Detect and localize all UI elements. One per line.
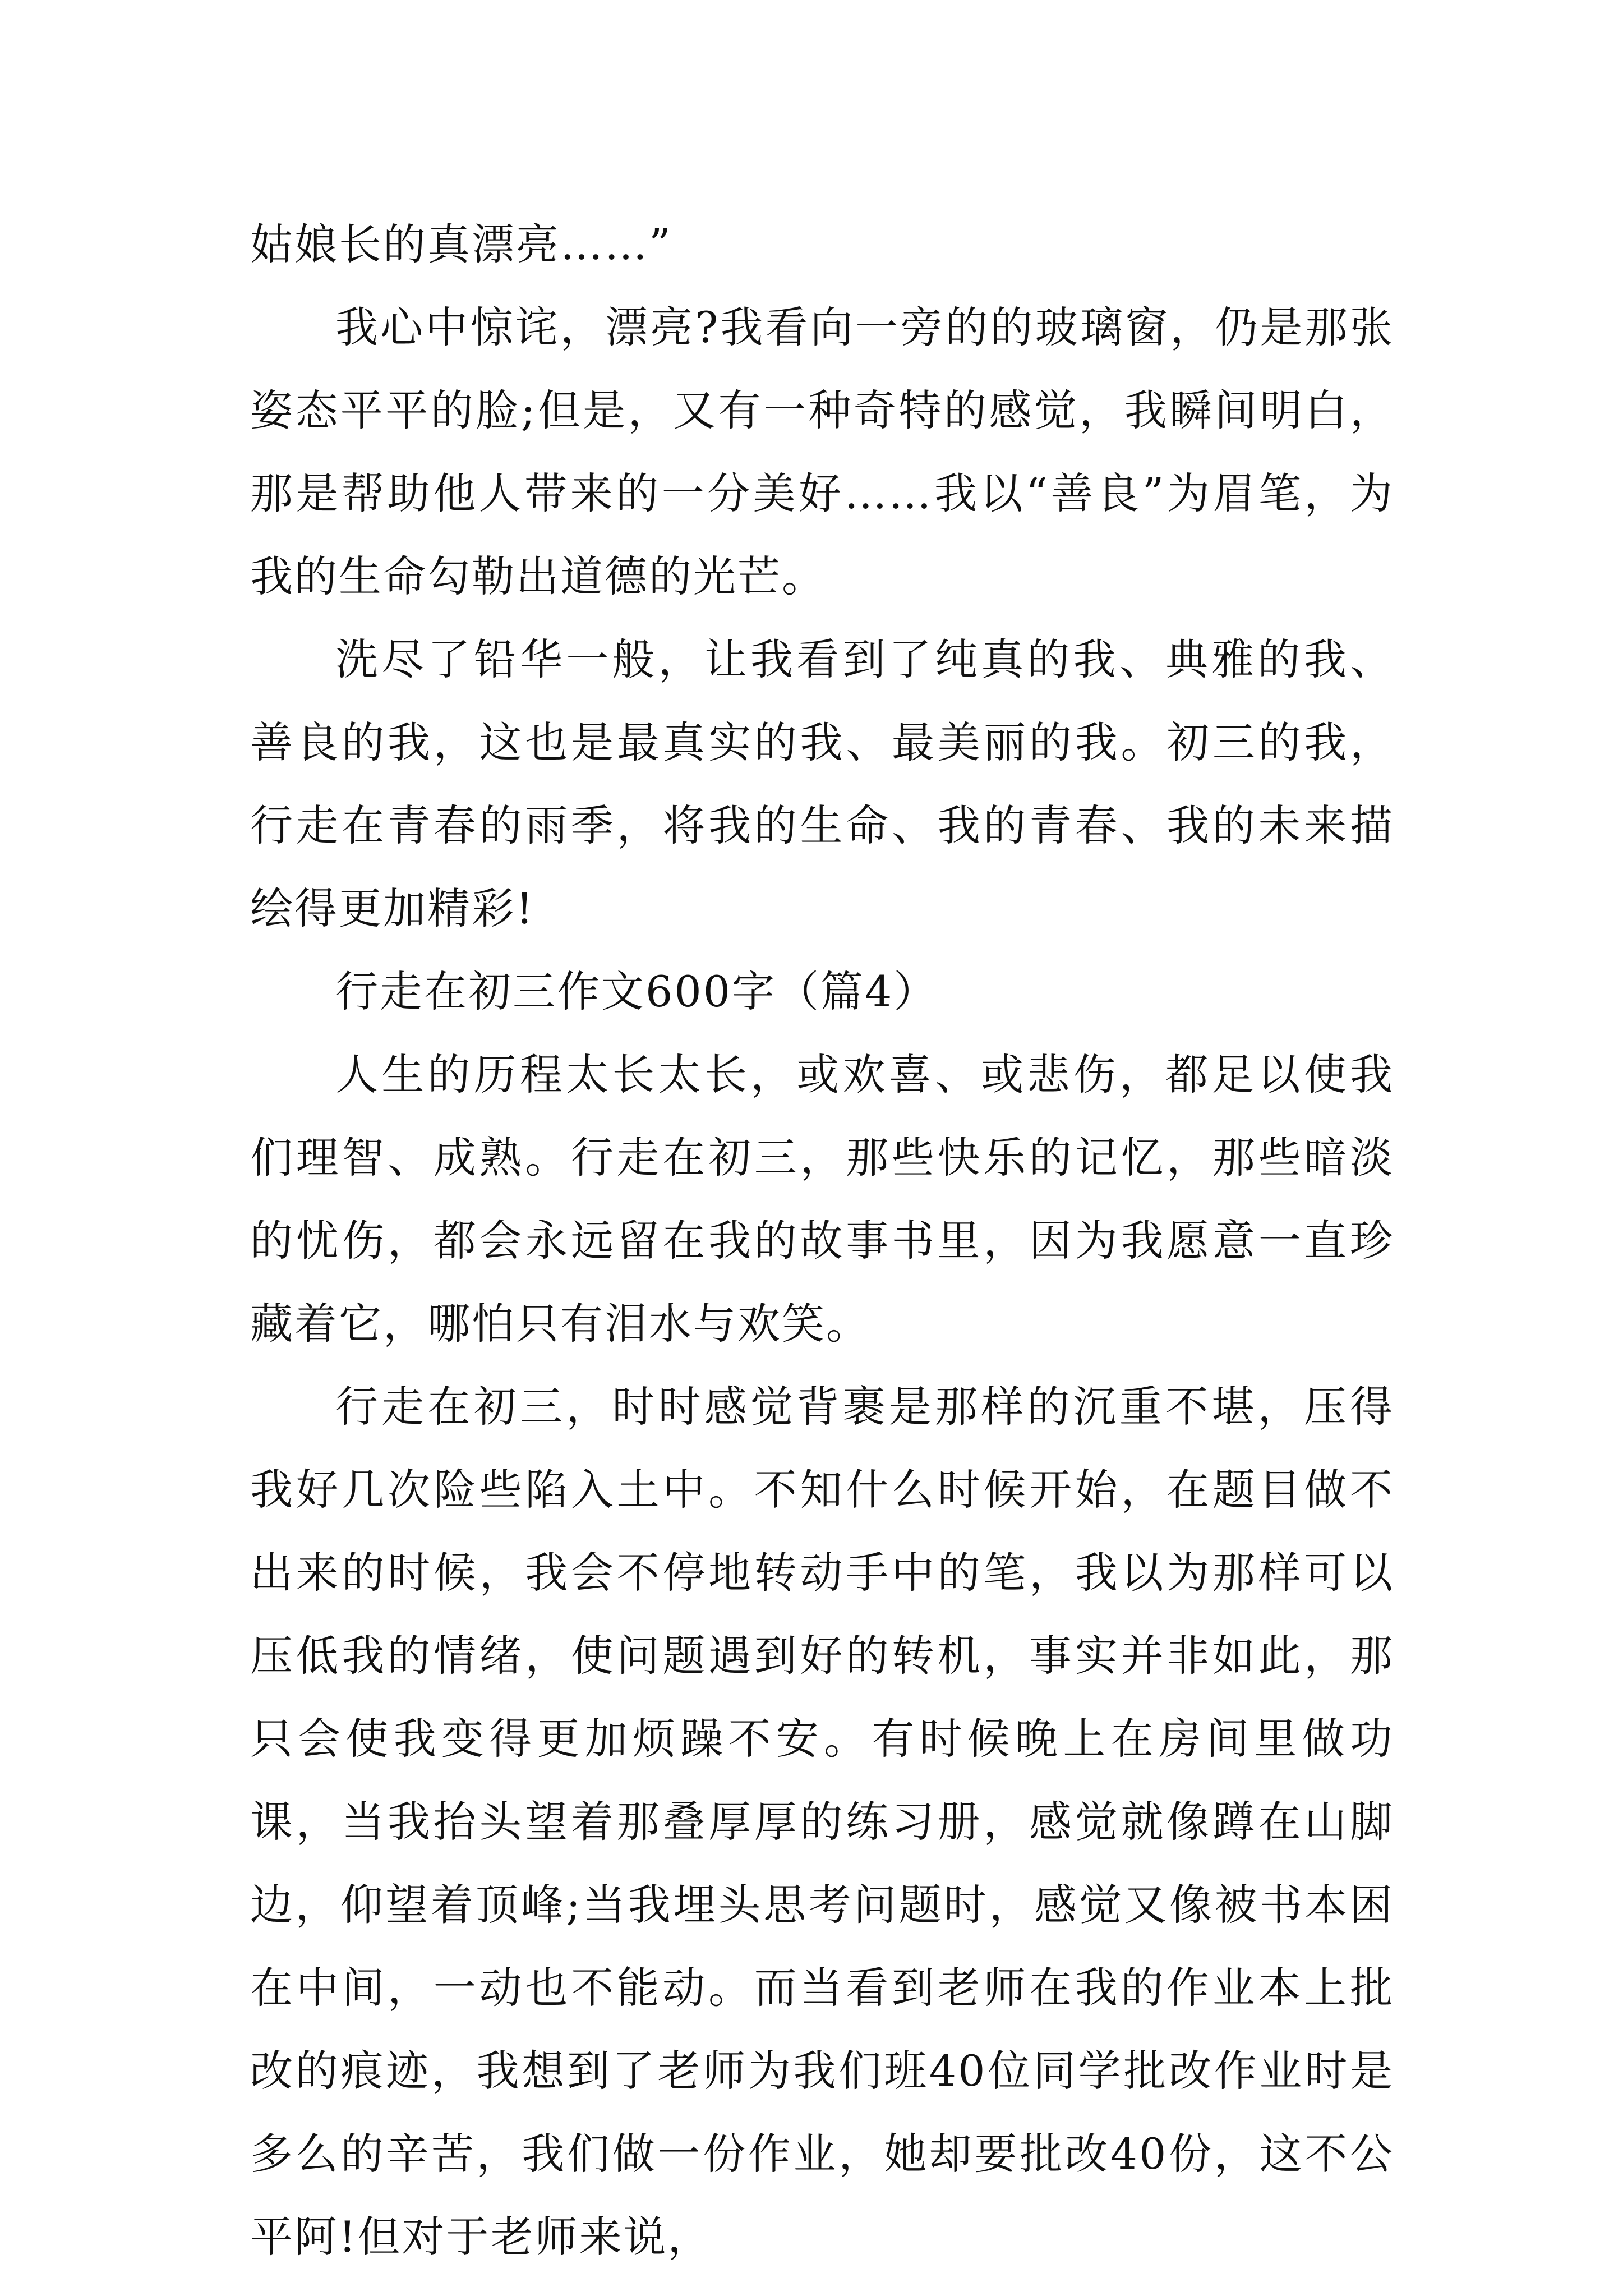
paragraph: 洗尽了铅华一般，让我看到了纯真的我、典雅的我、善良的我，这也是最真实的我、最美丽的我。初三的我，行走在青春的雨季，将我的生命、我的青春、我的未来描绘得更加精彩! xyxy=(250,634,1394,933)
essay-body xyxy=(250,203,1394,2279)
paragraph: 人生的历程太长太长，或欢喜、或悲伤，都足以使我们理智、成熟。行走在初三，那些快乐的记忆，那些暗淡的忧伤，都会永远留在我的故事书里，因为我愿意一直珍藏着它，哪怕只有泪水与欢笑。 xyxy=(250,1050,1394,1349)
paragraph: 我心中惊诧，漂亮?我看向一旁的的玻璃窗，仍是那张姿态平平的脸;但是，又有一种奇特的感觉，我瞬间明白，那是帮助他人带来的一分美好……我以“善良”为眉笔，为我的生命勾勒出道德的光芒。 xyxy=(250,302,1394,601)
section-heading: 行走在初三作文600字（篇4） xyxy=(335,967,938,1016)
paragraph-continuation: 姑娘长的真漂亮……” xyxy=(250,219,672,269)
paragraph: 行走在初三，时时感觉背裹是那样的沉重不堪，压得我好几次险些陷入土中。不知什么时候开始，在题目做不出来的时候，我会不停地转动手中的笔，我以为那样可以压低我的情绪，使问题遇到好的转机，事实并非如此，那只会使我变得更加烦躁不安。有时候晚上在房间里做功课，当我抬头望着那叠厚厚的练习册，感觉就像蹲在山脚边，仰望着顶峰;当我埋头思考问题时，感觉又像被书本困在中间，一动也不能动。而当看到老师在我的作业本上批改的痕迹，我想到了老师为我们班40位同学批改作业时是多么的辛苦，我们做一份作业，她却要批改40份，这不公平阿!但对于老师来说， xyxy=(250,1382,1394,2262)
